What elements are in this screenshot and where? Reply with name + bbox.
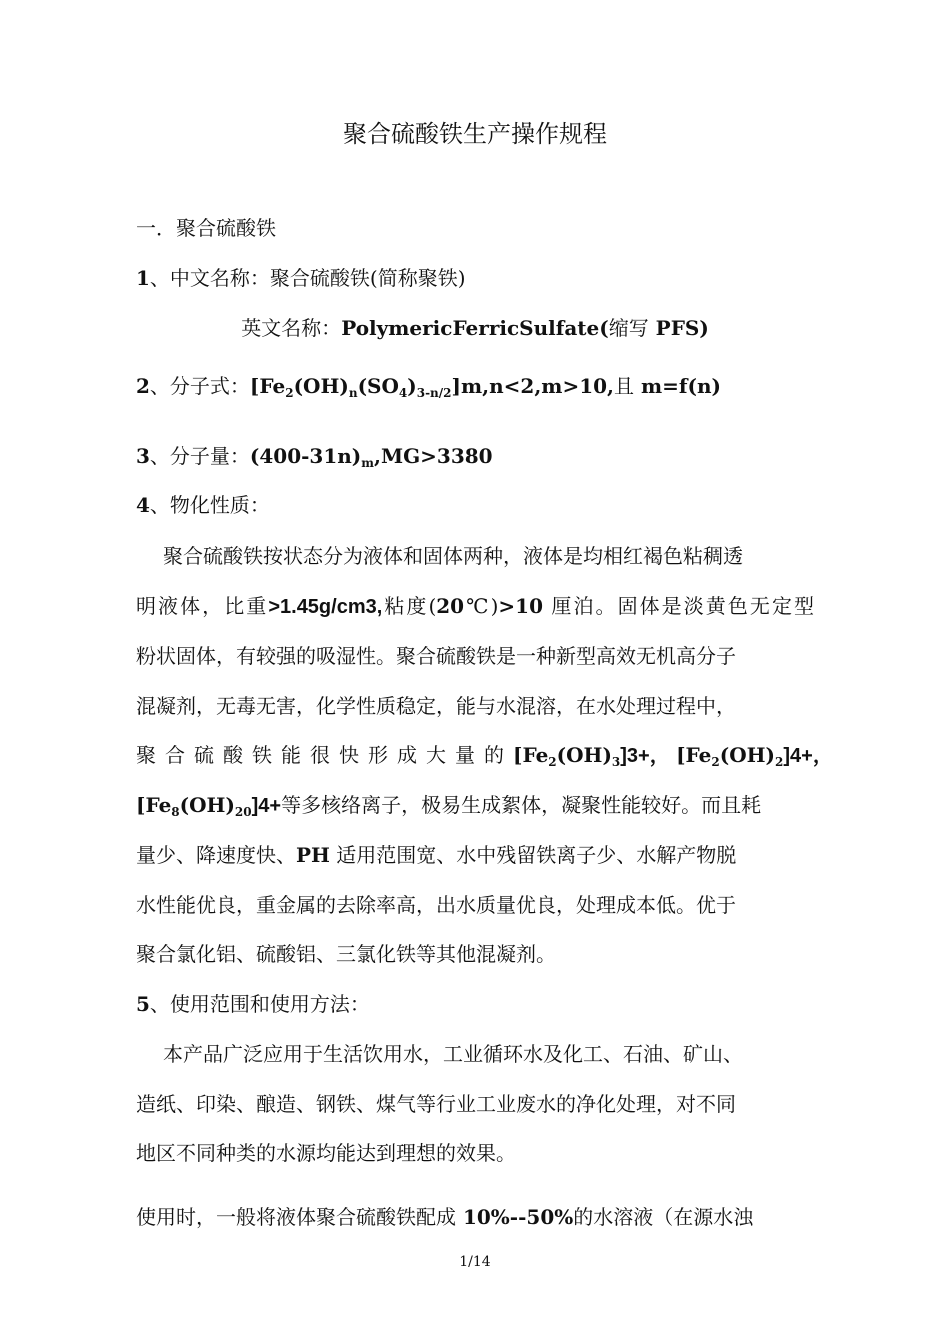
page-number: 1/14: [459, 1254, 491, 1270]
item-chinese-name: [136, 266, 814, 290]
para1-line: 聚合硫酸铁按状态分为液体和固体两种，液体是均相红褐色粘稠透: [163, 544, 743, 568]
item-label: 、分子量：: [149, 444, 250, 468]
section-heading: 一．聚合硫酸铁: [136, 216, 276, 240]
molecular-weight-value: $(400-31n)_m,MG>3380$: [249, 444, 493, 470]
formula-tail: m=f(n): [634, 374, 721, 398]
item-label: 、中文名称：: [149, 266, 270, 290]
item-value: 聚合硫酸铁(简称聚铁): [269, 266, 466, 290]
para1-line: 明液体，比重>1.45g/cm3,粘度(20℃)>10 厘泊。固体是淡黄色无定型: [136, 594, 815, 618]
para1-line: 粉状固体，有较强的吸湿性。聚合硫酸铁是一种新型高效无机高分子: [136, 644, 736, 668]
item-number: 2: [136, 374, 150, 398]
para1-line: 聚合硫酸铁能很快形成大量的$[Fe_2(OH)_3]3+$， $[Fe_2(OH)_2]4+$，: [136, 743, 833, 769]
item-number: 5: [136, 992, 150, 1016]
english-value: PolymericFerricSulfate(: [341, 316, 609, 340]
item-english-name: [136, 316, 814, 340]
english-label: 英文名称：: [241, 316, 342, 340]
item-properties-heading: [136, 493, 814, 517]
document-title: 聚合硫酸铁生产操作规程: [343, 120, 607, 148]
item-label: 、分子式：: [149, 374, 250, 398]
para1-line: 混凝剂，无毒无害，化学性质稳定，能与水混溶，在水处理过程中，: [136, 694, 736, 718]
para1-line: $[Fe_8(OH)_{20}]4+$等多核络离子，极易生成絮体，凝聚性能较好。而且耗: [136, 793, 762, 819]
para1-line: 水性能优良，重金属的去除率高，出水质量优良，处理成本低。优于: [136, 893, 736, 917]
abbr-text: 缩写: [608, 316, 649, 340]
para2-line: 地区不同种类的水源均能达到理想的效果。: [136, 1141, 516, 1165]
para1-line: 量少、降速度快、PH 适用范围宽、水中残留铁离子少、水解产物脱: [136, 843, 737, 867]
item-label: 、物化性质：: [149, 493, 270, 517]
abbr-value: PFS): [648, 316, 709, 340]
para2-line: 造纸、印染、酿造、钢铁、煤气等行业工业废水的净化处理，对不同: [136, 1092, 736, 1116]
formula: $[Fe_2(OH)_n(SO_4)_{3-n/2}]m,n<2,m>10$,: [249, 374, 614, 400]
formula-conj: 且: [614, 374, 634, 398]
item-number: 4: [136, 493, 150, 517]
item-usage-heading: [136, 992, 814, 1016]
item-label: 、使用范围和使用方法：: [149, 992, 370, 1016]
item-molecular-formula: [136, 374, 814, 398]
para2-line: 本产品广泛应用于生活饮用水，工业循环水及化工、石油、矿山、: [163, 1042, 743, 1066]
item-number: 1: [136, 266, 150, 290]
para1-line: 聚合氯化铝、硫酸铝、三氯化铁等其他混凝剂。: [136, 942, 556, 966]
para3-line: 使用时，一般将液体聚合硫酸铁配成 10%--50%的水溶液（在源水浊: [136, 1205, 754, 1229]
item-number: 3: [136, 444, 150, 468]
item-molecular-weight: [136, 444, 814, 468]
